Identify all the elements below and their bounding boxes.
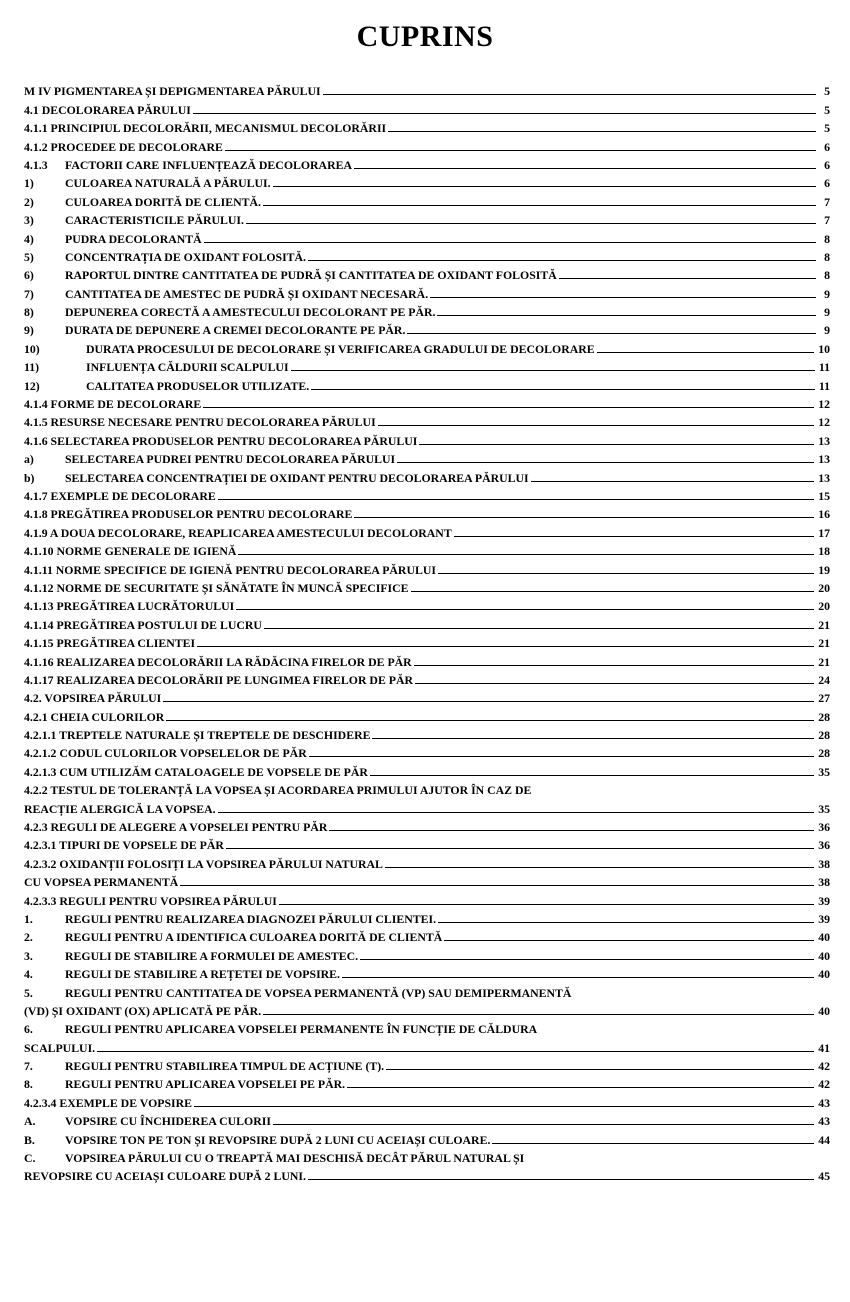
toc-entry[interactable] xyxy=(24,319,830,337)
toc-leader-line xyxy=(386,1069,814,1070)
toc-entry-number: 4) xyxy=(24,231,34,246)
toc-entry-number: A. xyxy=(24,1114,36,1129)
toc-leader-line xyxy=(218,812,815,813)
toc-page-number: 39 xyxy=(818,911,830,926)
toc-entry[interactable] xyxy=(24,852,830,870)
toc-entry-title: INFLUENȚA CĂLDURII SCALPULUI xyxy=(86,360,289,375)
toc-page-number: 24 xyxy=(818,672,830,687)
toc-entry-number: 8. xyxy=(24,1077,33,1092)
toc-page-number: 7 xyxy=(824,213,830,228)
toc-entry-title: 4.1.17 REALIZAREA DECOLORĂRII PE LUNGIMEA FIRELOR DE PĂR xyxy=(24,672,414,687)
toc-entry-title: REGULI DE STABILIRE A FORMULEI DE AMESTEC. xyxy=(65,948,359,963)
toc-page-number: 6 xyxy=(824,176,830,191)
toc-page-number: 20 xyxy=(818,599,830,614)
toc-entry-number: 6. xyxy=(24,1022,33,1037)
toc-leader-line xyxy=(323,94,816,95)
toc-page-number: 9 xyxy=(824,323,830,338)
toc-entry[interactable] xyxy=(24,448,830,466)
toc-leader-line xyxy=(291,370,815,371)
toc-entry-title: REACȚIE ALERGICĂ LA VOPSEA. xyxy=(24,801,216,816)
toc-page-number: 9 xyxy=(824,305,830,320)
toc-entry-title: RAPORTUL DINTRE CANTITATEA DE PUDRĂ ȘI CANTITATEA DE OXIDANT FOLOSITĂ xyxy=(65,268,557,283)
toc-page-number: 41 xyxy=(818,1040,830,1055)
toc-leader-line xyxy=(197,646,814,647)
toc-entry-title: REVOPSIRE CU ACEIAȘI CULOARE DUPĂ 2 LUNI. xyxy=(24,1169,306,1184)
toc-entry[interactable] xyxy=(24,485,830,503)
toc-entry[interactable] xyxy=(24,264,830,282)
toc-entry[interactable] xyxy=(24,1165,830,1183)
toc-entry-title: CONCENTRAȚIA DE OXIDANT FOLOSITĂ. xyxy=(65,249,307,264)
toc-leader-line xyxy=(438,922,814,923)
toc-entry[interactable] xyxy=(24,1128,830,1146)
toc-page-number: 5 xyxy=(824,102,830,117)
toc-leader-line xyxy=(225,150,816,151)
toc-leader-line xyxy=(378,425,815,426)
toc-entry[interactable] xyxy=(24,760,830,778)
toc-entry-number: C. xyxy=(24,1151,36,1166)
toc-entry[interactable] xyxy=(24,944,830,962)
toc-entry[interactable] xyxy=(24,926,830,944)
toc-entry-title: SCALPULUI. xyxy=(24,1040,96,1055)
toc-entry-number: 7. xyxy=(24,1059,33,1074)
toc-page-number: 35 xyxy=(818,764,830,779)
toc-leader-line xyxy=(354,517,814,518)
toc-leader-line xyxy=(438,573,814,574)
toc-entry[interactable] xyxy=(24,1000,830,1018)
toc-page-number: 10 xyxy=(818,341,830,356)
toc-entry-title: 4.1.15 PREGĂTIREA CLIENTEI xyxy=(24,636,196,651)
toc-entry-title: CARACTERISTICILE PĂRULUI. xyxy=(65,213,244,228)
toc-entry[interactable] xyxy=(24,337,830,355)
toc-entry[interactable] xyxy=(24,227,830,245)
toc-entry[interactable] xyxy=(24,724,830,742)
toc-leader-line xyxy=(246,223,816,224)
toc-leader-line xyxy=(311,389,815,390)
toc-entry-title: 4.1.12 NORME DE SECURITATE ȘI SĂNĂTATE ÎN MUNCĂ SPECIFICE xyxy=(24,580,409,595)
toc-entry-number: 4.1.3 xyxy=(24,157,48,172)
toc-entry-number: 12) xyxy=(24,378,40,393)
toc-entry[interactable] xyxy=(24,558,830,576)
toc-page-number: 42 xyxy=(818,1077,830,1092)
toc-page-number: 16 xyxy=(818,507,830,522)
toc-entry[interactable] xyxy=(24,908,830,926)
toc-entry-title: 4.2.1.1 TREPTELE NATURALE ȘI TREPTELE DE DESCHIDERE xyxy=(24,728,371,743)
toc-entry-number: 2) xyxy=(24,194,34,209)
toc-leader-line xyxy=(411,591,815,592)
toc-entry-title: 4.2.3.4 EXEMPLE DE VOPSIRE xyxy=(24,1095,193,1110)
toc-entry[interactable] xyxy=(24,687,830,705)
toc-leader-line xyxy=(218,499,814,500)
toc-leader-line xyxy=(180,885,814,886)
toc-page-number: 28 xyxy=(818,728,830,743)
toc-entry-title: 4.1.4 FORME DE DECOLORARE xyxy=(24,397,202,412)
toc-entry-number: 7) xyxy=(24,286,34,301)
toc-page-number: 8 xyxy=(824,249,830,264)
toc-page-number: 42 xyxy=(818,1059,830,1074)
toc-entry[interactable] xyxy=(24,871,830,889)
toc-entry-title: DURATA DE DEPUNERE A CREMEI DECOLORANTE PE PĂR. xyxy=(65,323,406,338)
toc-entry-title: CU VOPSEA PERMANENTĂ xyxy=(24,875,179,890)
toc-entry-title: 4.1.14 PREGĂTIREA POSTULUI DE LUCRU xyxy=(24,617,262,632)
toc-entry-title: VOPSIRE TON PE TON ȘI REVOPSIRE DUPĂ 2 LUNI CU ACEIAȘI CULOARE. xyxy=(65,1132,491,1147)
toc-leader-line xyxy=(597,352,815,353)
toc-entry-number: 3) xyxy=(24,213,34,228)
toc-entry-title: 4.1.10 NORME GENERALE DE IGIENĂ xyxy=(24,544,237,559)
toc-entry-title: 4.2.3 REGULI DE ALEGERE A VOPSELEI PENTRU PĂR xyxy=(24,820,328,835)
toc-entry[interactable] xyxy=(24,503,830,521)
toc-leader-line xyxy=(347,1087,814,1088)
toc-page-number: 21 xyxy=(818,617,830,632)
toc-leader-line xyxy=(226,848,814,849)
toc-page-number: 13 xyxy=(818,470,830,485)
toc-page-number: 12 xyxy=(818,397,830,412)
toc-page-number: 13 xyxy=(818,433,830,448)
toc-entry[interactable] xyxy=(24,246,830,264)
toc-page-number: 11 xyxy=(818,360,830,375)
toc-entry[interactable] xyxy=(24,154,830,172)
toc-leader-line xyxy=(238,554,814,555)
toc-entry-number: 6) xyxy=(24,268,34,283)
toc-entry-number: 11) xyxy=(24,360,40,375)
toc-page-number: 8 xyxy=(824,231,830,246)
toc-entry-title: 4.1.1 PRINCIPIUL DECOLORĂRII, MECANISMUL DECOLORĂRII xyxy=(24,121,387,136)
toc-entry-title: REGULI PENTRU APLICAREA VOPSELEI PERMANENTE ÎN FUNCȚIE DE CĂLDURA xyxy=(65,1022,538,1037)
toc-entry-title: VOPSIREA PĂRULUI CU O TREAPTĂ MAI DESCHISĂ DECÂT PĂRUL NATURAL ȘI xyxy=(65,1151,525,1166)
toc-entry[interactable] xyxy=(24,172,830,190)
toc-entry[interactable] xyxy=(24,1147,830,1165)
toc-entry[interactable] xyxy=(24,209,830,227)
toc-leader-line xyxy=(372,738,814,739)
toc-page-number: 5 xyxy=(824,84,830,99)
toc-leader-line xyxy=(194,1106,814,1107)
toc-entry[interactable] xyxy=(24,301,830,319)
toc-page-number: 5 xyxy=(824,121,830,136)
toc-entry-number: 5) xyxy=(24,249,34,264)
toc-entry-title: REGULI PENTRU CANTITATEA DE VOPSEA PERMANENTĂ (VP) SAU DEMIPERMANENTĂ xyxy=(65,985,572,1000)
table-of-contents xyxy=(24,80,830,1183)
toc-leader-line xyxy=(264,628,814,629)
toc-leader-line xyxy=(437,315,816,316)
toc-entry-title: 4.1.11 NORME SPECIFICE DE IGIENĂ PENTRU DECOLORAREA PĂRULUI xyxy=(24,562,436,577)
toc-page-number: 43 xyxy=(818,1095,830,1110)
toc-entry-title: VOPSIRE CU ÎNCHIDEREA CULORII xyxy=(65,1114,271,1129)
toc-leader-line xyxy=(444,940,814,941)
toc-entry-title: 4.2.2 TESTUL DE TOLERANȚĂ LA VOPSEA ȘI ACORDAREA PRIMULUI AJUTOR ÎN CAZ DE xyxy=(24,783,532,798)
toc-page-number: 40 xyxy=(818,948,830,963)
toc-leader-line xyxy=(204,242,816,243)
toc-entry[interactable] xyxy=(24,411,830,429)
toc-leader-line xyxy=(308,260,816,261)
toc-leader-line xyxy=(279,904,814,905)
toc-entry[interactable] xyxy=(24,540,830,558)
toc-page-number: 11 xyxy=(818,378,830,393)
toc-leader-line xyxy=(531,481,815,482)
toc-leader-line xyxy=(407,333,816,334)
toc-page-number: 38 xyxy=(818,875,830,890)
toc-page-number: 12 xyxy=(818,415,830,430)
toc-entry[interactable] xyxy=(24,98,830,116)
toc-entry-title: 4.2.1.2 CODUL CULORILOR VOPSELELOR DE PĂR xyxy=(24,746,307,761)
toc-page-number: 21 xyxy=(818,636,830,651)
toc-entry[interactable] xyxy=(24,1036,830,1054)
toc-leader-line xyxy=(236,609,814,610)
toc-entry-title: PUDRA DECOLORANTĂ xyxy=(65,231,202,246)
toc-page-number: 40 xyxy=(818,1003,830,1018)
toc-entry[interactable] xyxy=(24,981,830,999)
toc-entry-number: 1) xyxy=(24,176,34,191)
toc-entry[interactable] xyxy=(24,669,830,687)
toc-entry[interactable] xyxy=(24,1055,830,1073)
toc-entry-number: B. xyxy=(24,1132,35,1147)
toc-entry-number: a) xyxy=(24,452,34,467)
toc-entry[interactable] xyxy=(24,1110,830,1128)
toc-leader-line xyxy=(454,536,815,537)
toc-entry[interactable] xyxy=(24,742,830,760)
toc-entry[interactable] xyxy=(24,190,830,208)
toc-entry[interactable] xyxy=(24,1091,830,1109)
toc-entry[interactable] xyxy=(24,779,830,797)
toc-entry-title: REGULI DE STABILIRE A REȚETEI DE VOPSIRE. xyxy=(65,967,341,982)
toc-entry-title: CULOAREA DORITĂ DE CLIENTĂ. xyxy=(65,194,261,209)
toc-entry-title: FACTORII CARE INFLUENȚEAZĂ DECOLORAREA xyxy=(65,157,352,172)
toc-page-number: 6 xyxy=(824,139,830,154)
toc-leader-line xyxy=(273,1124,814,1125)
toc-page-number: 21 xyxy=(818,654,830,669)
toc-leader-line xyxy=(415,683,814,684)
toc-entry-title: M IV PIGMENTAREA ȘI DEPIGMENTAREA PĂRULUI xyxy=(24,84,321,99)
toc-entry-title: CULOAREA NATURALĂ A PĂRULUI. xyxy=(65,176,271,191)
toc-entry[interactable] xyxy=(24,577,830,595)
toc-entry-title: 4.1.5 RESURSE NECESARE PENTRU DECOLORAREA PĂRULUI xyxy=(24,415,376,430)
toc-entry-title: 4.1.6 SELECTAREA PRODUSELOR PENTRU DECOLORAREA PĂRULUI xyxy=(24,433,418,448)
toc-entry-title: 4.1.16 REALIZAREA DECOLORĂRII LA RĂDĂCINA FIRELOR DE PĂR xyxy=(24,654,412,669)
toc-leader-line xyxy=(263,1014,814,1015)
toc-leader-line xyxy=(419,444,814,445)
toc-leader-line xyxy=(492,1143,814,1144)
toc-page-number: 40 xyxy=(818,930,830,945)
toc-entry-title: REGULI PENTRU A IDENTIFICA CULOAREA DORITĂ DE CLIENTĂ xyxy=(65,930,443,945)
toc-entry-title: 4.1.9 A DOUA DECOLORARE, REAPLICAREA AMESTECULUI DECOLORANT xyxy=(24,525,452,540)
toc-page-number: 35 xyxy=(818,801,830,816)
toc-entry-number: 8) xyxy=(24,305,34,320)
toc-entry[interactable] xyxy=(24,117,830,135)
toc-entry[interactable] xyxy=(24,816,830,834)
toc-entry[interactable] xyxy=(24,393,830,411)
toc-entry-title: (VD) ȘI OXIDANT (OX) APLICATĂ PE PĂR. xyxy=(24,1003,262,1018)
toc-entry[interactable] xyxy=(24,374,830,392)
toc-page-number: 17 xyxy=(818,525,830,540)
toc-entry-title: 4.1.8 PREGĂTIREA PRODUSELOR PENTRU DECOLORARE xyxy=(24,507,353,522)
toc-entry-title: DURATA PROCESULUI DE DECOLORARE ȘI VERIFICAREA GRADULUI DE DECOLORARE xyxy=(86,341,595,356)
toc-leader-line xyxy=(414,665,814,666)
toc-page-number: 19 xyxy=(818,562,830,577)
toc-entry-title: CALITATEA PRODUSELOR UTILIZATE. xyxy=(86,378,310,393)
toc-leader-line xyxy=(430,297,816,298)
toc-entry-title: 4.1.7 EXEMPLE DE DECOLORARE xyxy=(24,488,216,503)
toc-entry-title: 4.2.3.2 OXIDANȚII FOLOSIȚI LA VOPSIREA PĂRULUI NATURAL xyxy=(24,856,383,871)
toc-entry[interactable] xyxy=(24,834,830,852)
toc-leader-line xyxy=(385,867,814,868)
page-title: CUPRINS xyxy=(356,20,494,53)
toc-entry[interactable] xyxy=(24,705,830,723)
toc-entry-number: 1. xyxy=(24,911,33,926)
toc-entry[interactable] xyxy=(24,889,830,907)
toc-entry-number: 5. xyxy=(24,985,33,1000)
toc-page-number: 6 xyxy=(824,157,830,172)
toc-page-number: 40 xyxy=(818,967,830,982)
toc-entry[interactable] xyxy=(24,595,830,613)
toc-entry-number: 4. xyxy=(24,967,33,982)
toc-page-number: 36 xyxy=(818,838,830,853)
toc-leader-line xyxy=(370,775,814,776)
toc-entry[interactable] xyxy=(24,650,830,668)
toc-page-number: 27 xyxy=(818,691,830,706)
toc-entry-title: REGULI PENTRU APLICAREA VOPSELEI PE PĂR. xyxy=(65,1077,346,1092)
toc-page-number: 39 xyxy=(818,893,830,908)
toc-entry[interactable] xyxy=(24,521,830,539)
toc-page-number: 45 xyxy=(818,1169,830,1184)
toc-entry-title: CANTITATEA DE AMESTEC DE PUDRĂ ȘI OXIDANT NECESARĂ. xyxy=(65,286,429,301)
toc-leader-line xyxy=(97,1051,814,1052)
toc-leader-line xyxy=(309,756,814,757)
toc-leader-line xyxy=(388,131,816,132)
toc-entry-number: 9) xyxy=(24,323,34,338)
toc-entry-title: 4.1.13 PREGĂTIREA LUCRĂTORULUI xyxy=(24,599,235,614)
toc-entry[interactable] xyxy=(24,282,830,300)
toc-page-number: 20 xyxy=(818,580,830,595)
toc-page-number: 28 xyxy=(818,709,830,724)
toc-entry-title: SELECTAREA CONCENTRAȚIEI DE OXIDANT PENTRU DECOLORAREA PĂRULUI xyxy=(65,470,529,485)
toc-entry-title: 4.2.3.1 TIPURI DE VOPSELE DE PĂR xyxy=(24,838,224,853)
toc-entry-number: 10) xyxy=(24,341,40,356)
toc-entry[interactable] xyxy=(24,429,830,447)
toc-entry[interactable] xyxy=(24,1073,830,1091)
toc-entry[interactable] xyxy=(24,135,830,153)
toc-entry-title: 4.1.2 PROCEDEE DE DECOLORARE xyxy=(24,139,223,154)
toc-entry[interactable] xyxy=(24,797,830,815)
toc-page-number: 18 xyxy=(818,544,830,559)
toc-leader-line xyxy=(360,959,814,960)
toc-page-number: 43 xyxy=(818,1114,830,1129)
toc-entry[interactable] xyxy=(24,632,830,650)
toc-entry[interactable] xyxy=(24,356,830,374)
toc-entry-number: 3. xyxy=(24,948,33,963)
toc-entry-title: 4.2.1 CHEIA CULORILOR xyxy=(24,709,165,724)
toc-entry[interactable] xyxy=(24,613,830,631)
toc-leader-line xyxy=(397,462,814,463)
toc-leader-line xyxy=(166,720,814,721)
toc-entry[interactable] xyxy=(24,466,830,484)
toc-page-number: 13 xyxy=(818,452,830,467)
toc-page-number: 36 xyxy=(818,820,830,835)
toc-leader-line xyxy=(559,278,816,279)
toc-page-number: 44 xyxy=(818,1132,830,1147)
toc-leader-line xyxy=(342,977,814,978)
toc-page-number: 15 xyxy=(818,488,830,503)
toc-page-number: 28 xyxy=(818,746,830,761)
toc-entry-title: DEPUNEREA CORECTĂ A AMESTECULUI DECOLORANT PE PĂR. xyxy=(65,305,436,320)
toc-entry[interactable] xyxy=(24,963,830,981)
toc-entry-title: SELECTAREA PUDREI PENTRU DECOLORAREA PĂRULUI xyxy=(65,452,396,467)
toc-entry[interactable] xyxy=(24,80,830,98)
toc-entry-number: 2. xyxy=(24,930,33,945)
toc-entry-title: 4.1 DECOLORAREA PĂRULUI xyxy=(24,102,191,117)
toc-leader-line xyxy=(354,168,816,169)
toc-leader-line xyxy=(329,830,814,831)
toc-page-number: 7 xyxy=(824,194,830,209)
toc-leader-line xyxy=(193,113,816,114)
toc-leader-line xyxy=(308,1179,814,1180)
toc-leader-line xyxy=(203,407,814,408)
toc-page-number: 8 xyxy=(824,268,830,283)
toc-entry[interactable] xyxy=(24,1018,830,1036)
toc-page-number: 38 xyxy=(818,856,830,871)
toc-entry-number: b) xyxy=(24,470,35,485)
toc-page-number: 9 xyxy=(824,286,830,301)
toc-entry-title: 4.2. VOPSIREA PĂRULUI xyxy=(24,691,162,706)
toc-entry-title: REGULI PENTRU STABILIREA TIMPUL DE ACȚIUNE (T). xyxy=(65,1059,385,1074)
toc-entry-title: REGULI PENTRU REALIZAREA DIAGNOZEI PĂRULUI CLIENTEI. xyxy=(65,911,437,926)
toc-leader-line xyxy=(273,186,816,187)
toc-entry-title: 4.2.1.3 CUM UTILIZĂM CATALOAGELE DE VOPSELE DE PĂR xyxy=(24,764,368,779)
toc-leader-line xyxy=(263,205,816,206)
toc-entry-title: 4.2.3.3 REGULI PENTRU VOPSIREA PĂRULUI xyxy=(24,893,277,908)
toc-leader-line xyxy=(163,701,814,702)
